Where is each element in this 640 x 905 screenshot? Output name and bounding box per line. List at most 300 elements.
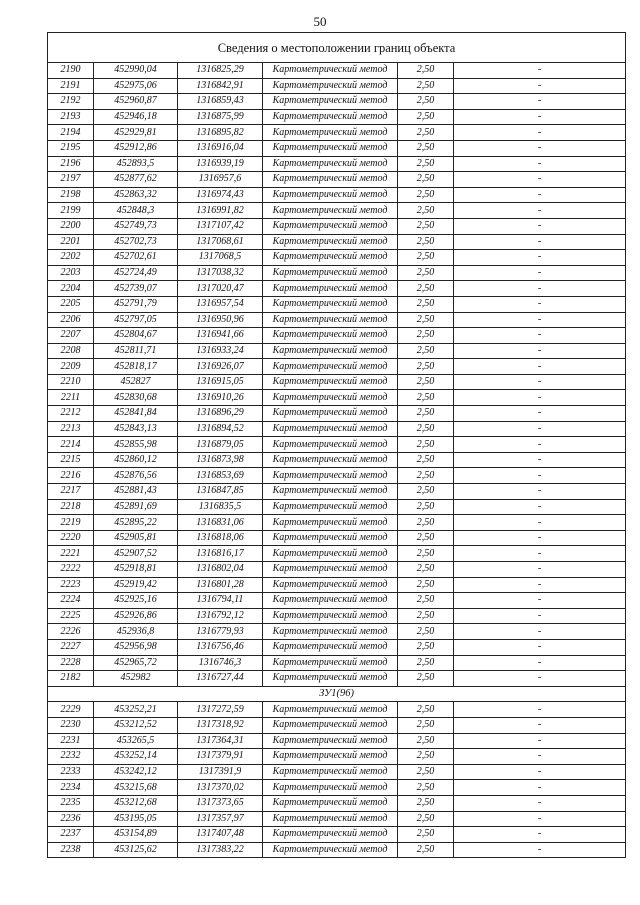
table-row: [48, 312, 626, 328]
table-row: [48, 374, 626, 390]
description-cell: -: [454, 811, 626, 827]
table-row: [48, 187, 626, 203]
table-row: [48, 203, 626, 219]
table-row: [48, 140, 626, 156]
accuracy-cell: 2,50: [398, 187, 454, 203]
y-coordinate-cell: 1316746,3: [178, 655, 263, 671]
x-coordinate-cell: 452749,73: [94, 218, 178, 234]
x-coordinate-cell: 453212,68: [94, 795, 178, 811]
accuracy-cell: 2,50: [398, 795, 454, 811]
description-cell: -: [454, 296, 626, 312]
x-coordinate-cell: 452919,42: [94, 577, 178, 593]
description-cell: -: [454, 421, 626, 437]
table-row: [48, 842, 626, 858]
table-row: [48, 655, 626, 671]
y-coordinate-cell: 1316926,07: [178, 359, 263, 375]
x-coordinate-cell: 452797,05: [94, 312, 178, 328]
x-coordinate-cell: 452905,81: [94, 530, 178, 546]
table-row: [48, 452, 626, 468]
method-cell: Картометрический метод: [263, 593, 398, 609]
description-cell: -: [454, 624, 626, 640]
x-coordinate-cell: 452702,61: [94, 250, 178, 266]
description-cell: -: [454, 468, 626, 484]
method-cell: Картометрический метод: [263, 702, 398, 718]
x-coordinate-cell: 452818,17: [94, 359, 178, 375]
y-coordinate-cell: 1317379,91: [178, 749, 263, 765]
point-number-cell: 2190: [48, 63, 94, 79]
description-cell: -: [454, 764, 626, 780]
x-coordinate-cell: 452946,18: [94, 109, 178, 125]
table-row: [48, 234, 626, 250]
table-row: [48, 530, 626, 546]
y-coordinate-cell: 1316853,69: [178, 468, 263, 484]
x-coordinate-cell: 452965,72: [94, 655, 178, 671]
accuracy-cell: 2,50: [398, 827, 454, 843]
method-cell: Картометрический метод: [263, 468, 398, 484]
description-cell: -: [454, 546, 626, 562]
description-cell: -: [454, 78, 626, 94]
point-number-cell: 2208: [48, 343, 94, 359]
table-row: [48, 406, 626, 422]
y-coordinate-cell: 1316879,05: [178, 437, 263, 453]
description-cell: -: [454, 795, 626, 811]
x-coordinate-cell: 453252,21: [94, 702, 178, 718]
description-cell: -: [454, 530, 626, 546]
point-number-cell: 2219: [48, 515, 94, 531]
point-number-cell: 2221: [48, 546, 94, 562]
accuracy-cell: 2,50: [398, 437, 454, 453]
description-cell: -: [454, 780, 626, 796]
accuracy-cell: 2,50: [398, 328, 454, 344]
x-coordinate-cell: 452830,68: [94, 390, 178, 406]
accuracy-cell: 2,50: [398, 265, 454, 281]
table-row: [48, 811, 626, 827]
description-cell: -: [454, 515, 626, 531]
description-cell: -: [454, 234, 626, 250]
method-cell: Картометрический метод: [263, 811, 398, 827]
accuracy-cell: 2,50: [398, 624, 454, 640]
method-cell: Картометрический метод: [263, 156, 398, 172]
x-coordinate-cell: 453242,12: [94, 764, 178, 780]
x-coordinate-cell: 452827: [94, 374, 178, 390]
point-number-cell: 2199: [48, 203, 94, 219]
accuracy-cell: 2,50: [398, 499, 454, 515]
y-coordinate-cell: 1317068,61: [178, 234, 263, 250]
accuracy-cell: 2,50: [398, 780, 454, 796]
description-cell: -: [454, 499, 626, 515]
description-cell: -: [454, 359, 626, 375]
accuracy-cell: 2,50: [398, 78, 454, 94]
method-cell: Картометрический метод: [263, 499, 398, 515]
method-cell: Картометрический метод: [263, 749, 398, 765]
x-coordinate-cell: 452804,67: [94, 328, 178, 344]
accuracy-cell: 2,50: [398, 359, 454, 375]
x-coordinate-cell: 453215,68: [94, 780, 178, 796]
method-cell: Картометрический метод: [263, 452, 398, 468]
description-cell: -: [454, 312, 626, 328]
y-coordinate-cell: 1317318,92: [178, 717, 263, 733]
method-cell: Картометрический метод: [263, 328, 398, 344]
accuracy-cell: 2,50: [398, 312, 454, 328]
point-number-cell: 2229: [48, 702, 94, 718]
method-cell: Картометрический метод: [263, 63, 398, 79]
table-row: [48, 78, 626, 94]
table-row: [48, 577, 626, 593]
point-number-cell: 2206: [48, 312, 94, 328]
point-number-cell: 2237: [48, 827, 94, 843]
point-number-cell: 2233: [48, 764, 94, 780]
point-number-cell: 2226: [48, 624, 94, 640]
description-cell: -: [454, 374, 626, 390]
method-cell: Картометрический метод: [263, 608, 398, 624]
table-row: [48, 94, 626, 110]
x-coordinate-cell: 452895,22: [94, 515, 178, 531]
method-cell: Картометрический метод: [263, 655, 398, 671]
table-row: [48, 733, 626, 749]
description-cell: -: [454, 655, 626, 671]
y-coordinate-cell: 1316896,29: [178, 406, 263, 422]
description-cell: -: [454, 203, 626, 219]
description-cell: -: [454, 749, 626, 765]
y-coordinate-cell: 1316933,24: [178, 343, 263, 359]
y-coordinate-cell: 1317038,32: [178, 265, 263, 281]
x-coordinate-cell: 452891,69: [94, 499, 178, 515]
point-number-cell: 2203: [48, 265, 94, 281]
y-coordinate-cell: 1316875,99: [178, 109, 263, 125]
point-number-cell: 2227: [48, 639, 94, 655]
x-coordinate-cell: 453195,05: [94, 811, 178, 827]
method-cell: Картометрический метод: [263, 94, 398, 110]
x-coordinate-cell: 452876,56: [94, 468, 178, 484]
accuracy-cell: 2,50: [398, 172, 454, 188]
accuracy-cell: 2,50: [398, 94, 454, 110]
method-cell: Картометрический метод: [263, 733, 398, 749]
y-coordinate-cell: 1316941,66: [178, 328, 263, 344]
accuracy-cell: 2,50: [398, 421, 454, 437]
method-cell: Картометрический метод: [263, 343, 398, 359]
point-number-cell: 2209: [48, 359, 94, 375]
table-row: [48, 515, 626, 531]
accuracy-cell: 2,50: [398, 733, 454, 749]
x-coordinate-cell: 452936,8: [94, 624, 178, 640]
accuracy-cell: 2,50: [398, 842, 454, 858]
x-coordinate-cell: 452702,73: [94, 234, 178, 250]
table-row: [48, 717, 626, 733]
method-cell: Картометрический метод: [263, 172, 398, 188]
x-coordinate-cell: 452975,06: [94, 78, 178, 94]
accuracy-cell: 2,50: [398, 655, 454, 671]
point-number-cell: 2197: [48, 172, 94, 188]
accuracy-cell: 2,50: [398, 764, 454, 780]
table-row: [48, 624, 626, 640]
point-number-cell: 2200: [48, 218, 94, 234]
point-number-cell: 2201: [48, 234, 94, 250]
accuracy-cell: 2,50: [398, 156, 454, 172]
x-coordinate-cell: 452860,12: [94, 452, 178, 468]
accuracy-cell: 2,50: [398, 484, 454, 500]
x-coordinate-cell: 452918,81: [94, 562, 178, 578]
method-cell: Картометрический метод: [263, 717, 398, 733]
table-row: [48, 390, 626, 406]
table-row: [48, 296, 626, 312]
accuracy-cell: 2,50: [398, 515, 454, 531]
table-row: [48, 499, 626, 515]
description-cell: -: [454, 172, 626, 188]
description-cell: -: [454, 639, 626, 655]
method-cell: Картометрический метод: [263, 140, 398, 156]
y-coordinate-cell: 1316910,26: [178, 390, 263, 406]
x-coordinate-cell: 452739,07: [94, 281, 178, 297]
table-row: [48, 265, 626, 281]
y-coordinate-cell: 1316974,43: [178, 187, 263, 203]
x-coordinate-cell: 452956,98: [94, 639, 178, 655]
section-label: ЗУ1(96): [48, 686, 626, 702]
accuracy-cell: 2,50: [398, 250, 454, 266]
table-row: [48, 125, 626, 141]
y-coordinate-cell: 1316792,12: [178, 608, 263, 624]
point-number-cell: 2230: [48, 717, 94, 733]
y-coordinate-cell: 1316895,82: [178, 125, 263, 141]
method-cell: Картометрический метод: [263, 624, 398, 640]
point-number-cell: 2215: [48, 452, 94, 468]
y-coordinate-cell: 1317068,5: [178, 250, 263, 266]
description-cell: -: [454, 562, 626, 578]
y-coordinate-cell: 1317272,59: [178, 702, 263, 718]
point-number-cell: 2202: [48, 250, 94, 266]
accuracy-cell: 2,50: [398, 109, 454, 125]
point-number-cell: 2216: [48, 468, 94, 484]
point-number-cell: 2220: [48, 530, 94, 546]
point-number-cell: 2231: [48, 733, 94, 749]
table-row: [48, 593, 626, 609]
y-coordinate-cell: 1317364,31: [178, 733, 263, 749]
y-coordinate-cell: 1316794,11: [178, 593, 263, 609]
method-cell: Картометрический метод: [263, 639, 398, 655]
y-coordinate-cell: 1316802,04: [178, 562, 263, 578]
table-row: [48, 218, 626, 234]
y-coordinate-cell: 1316831,06: [178, 515, 263, 531]
method-cell: Картометрический метод: [263, 764, 398, 780]
x-coordinate-cell: 452848,3: [94, 203, 178, 219]
description-cell: -: [454, 484, 626, 500]
table-row: [48, 109, 626, 125]
point-number-cell: 2204: [48, 281, 94, 297]
description-cell: -: [454, 109, 626, 125]
description-cell: -: [454, 63, 626, 79]
x-coordinate-cell: 453265,5: [94, 733, 178, 749]
description-cell: -: [454, 593, 626, 609]
table-row: [48, 484, 626, 500]
point-number-cell: 2210: [48, 374, 94, 390]
point-number-cell: 2211: [48, 390, 94, 406]
method-cell: Картометрический метод: [263, 296, 398, 312]
accuracy-cell: 2,50: [398, 452, 454, 468]
description-cell: -: [454, 406, 626, 422]
table-row: [48, 546, 626, 562]
description-cell: -: [454, 265, 626, 281]
x-coordinate-cell: 452912,86: [94, 140, 178, 156]
accuracy-cell: 2,50: [398, 671, 454, 687]
y-coordinate-cell: 1316991,82: [178, 203, 263, 219]
x-coordinate-cell: 452925,16: [94, 593, 178, 609]
accuracy-cell: 2,50: [398, 296, 454, 312]
x-coordinate-cell: 452990,04: [94, 63, 178, 79]
y-coordinate-cell: 1317373,65: [178, 795, 263, 811]
description-cell: -: [454, 125, 626, 141]
y-coordinate-cell: 1316825,29: [178, 63, 263, 79]
accuracy-cell: 2,50: [398, 608, 454, 624]
method-cell: Картометрический метод: [263, 109, 398, 125]
accuracy-cell: 2,50: [398, 717, 454, 733]
description-cell: -: [454, 281, 626, 297]
y-coordinate-cell: 1316835,5: [178, 499, 263, 515]
description-cell: -: [454, 140, 626, 156]
table-title: Сведения о местоположении границ объекта: [48, 33, 626, 63]
method-cell: Картометрический метод: [263, 421, 398, 437]
y-coordinate-cell: 1316915,05: [178, 374, 263, 390]
y-coordinate-cell: 1316756,46: [178, 639, 263, 655]
y-coordinate-cell: 1317383,22: [178, 842, 263, 858]
y-coordinate-cell: 1317020,47: [178, 281, 263, 297]
table-row: [48, 156, 626, 172]
accuracy-cell: 2,50: [398, 281, 454, 297]
method-cell: Картометрический метод: [263, 265, 398, 281]
x-coordinate-cell: 453125,62: [94, 842, 178, 858]
y-coordinate-cell: 1317357,97: [178, 811, 263, 827]
y-coordinate-cell: 1316957,6: [178, 172, 263, 188]
x-coordinate-cell: 452907,52: [94, 546, 178, 562]
description-cell: -: [454, 842, 626, 858]
table-row: [48, 702, 626, 718]
point-number-cell: 2228: [48, 655, 94, 671]
table-row: [48, 343, 626, 359]
x-coordinate-cell: 452843,13: [94, 421, 178, 437]
method-cell: Картометрический метод: [263, 406, 398, 422]
x-coordinate-cell: 453212,52: [94, 717, 178, 733]
description-cell: -: [454, 437, 626, 453]
method-cell: Картометрический метод: [263, 203, 398, 219]
point-number-cell: 2205: [48, 296, 94, 312]
y-coordinate-cell: 1316939,19: [178, 156, 263, 172]
description-cell: -: [454, 250, 626, 266]
x-coordinate-cell: 453154,89: [94, 827, 178, 843]
point-number-cell: 2236: [48, 811, 94, 827]
accuracy-cell: 2,50: [398, 63, 454, 79]
x-coordinate-cell: 452982: [94, 671, 178, 687]
accuracy-cell: 2,50: [398, 125, 454, 141]
description-cell: -: [454, 827, 626, 843]
table-row: [48, 795, 626, 811]
boundary-coordinates-table: [47, 32, 626, 858]
accuracy-cell: 2,50: [398, 562, 454, 578]
x-coordinate-cell: 452841,84: [94, 406, 178, 422]
accuracy-cell: 2,50: [398, 749, 454, 765]
description-cell: -: [454, 452, 626, 468]
accuracy-cell: 2,50: [398, 811, 454, 827]
y-coordinate-cell: 1316816,17: [178, 546, 263, 562]
description-cell: -: [454, 702, 626, 718]
y-coordinate-cell: 1317407,48: [178, 827, 263, 843]
method-cell: Картометрический метод: [263, 530, 398, 546]
y-coordinate-cell: 1316779,93: [178, 624, 263, 640]
table-row: [48, 562, 626, 578]
y-coordinate-cell: 1316950,96: [178, 312, 263, 328]
table-row: [48, 639, 626, 655]
y-coordinate-cell: 1316801,28: [178, 577, 263, 593]
table-row: [48, 780, 626, 796]
description-cell: -: [454, 608, 626, 624]
method-cell: Картометрический метод: [263, 281, 398, 297]
method-cell: Картометрический метод: [263, 484, 398, 500]
method-cell: Картометрический метод: [263, 780, 398, 796]
method-cell: Картометрический метод: [263, 374, 398, 390]
accuracy-cell: 2,50: [398, 374, 454, 390]
y-coordinate-cell: 1316873,98: [178, 452, 263, 468]
accuracy-cell: 2,50: [398, 234, 454, 250]
x-coordinate-cell: 452855,98: [94, 437, 178, 453]
description-cell: -: [454, 733, 626, 749]
point-number-cell: 2193: [48, 109, 94, 125]
y-coordinate-cell: 1317391,9: [178, 764, 263, 780]
point-number-cell: 2238: [48, 842, 94, 858]
method-cell: Картометрический метод: [263, 562, 398, 578]
x-coordinate-cell: 452724,49: [94, 265, 178, 281]
table-row: [48, 359, 626, 375]
point-number-cell: 2198: [48, 187, 94, 203]
x-coordinate-cell: 452863,32: [94, 187, 178, 203]
x-coordinate-cell: 452960,87: [94, 94, 178, 110]
y-coordinate-cell: 1316818,06: [178, 530, 263, 546]
point-number-cell: 2218: [48, 499, 94, 515]
accuracy-cell: 2,50: [398, 702, 454, 718]
description-cell: -: [454, 343, 626, 359]
table-row: [48, 63, 626, 79]
method-cell: Картометрический метод: [263, 390, 398, 406]
table-title-row: [48, 33, 626, 63]
point-number-cell: 2224: [48, 593, 94, 609]
point-number-cell: 2212: [48, 406, 94, 422]
x-coordinate-cell: 453252,14: [94, 749, 178, 765]
point-number-cell: 2222: [48, 562, 94, 578]
method-cell: Картометрический метод: [263, 795, 398, 811]
accuracy-cell: 2,50: [398, 406, 454, 422]
point-number-cell: 2214: [48, 437, 94, 453]
method-cell: Картометрический метод: [263, 234, 398, 250]
method-cell: Картометрический метод: [263, 671, 398, 687]
table-row: [48, 608, 626, 624]
point-number-cell: 2223: [48, 577, 94, 593]
description-cell: -: [454, 390, 626, 406]
method-cell: Картометрический метод: [263, 125, 398, 141]
description-cell: -: [454, 94, 626, 110]
method-cell: Картометрический метод: [263, 577, 398, 593]
description-cell: -: [454, 218, 626, 234]
y-coordinate-cell: 1316847,85: [178, 484, 263, 500]
point-number-cell: 2195: [48, 140, 94, 156]
point-number-cell: 2232: [48, 749, 94, 765]
method-cell: Картометрический метод: [263, 359, 398, 375]
table-row: [48, 671, 626, 687]
description-cell: -: [454, 671, 626, 687]
x-coordinate-cell: 452877,62: [94, 172, 178, 188]
x-coordinate-cell: 452929,81: [94, 125, 178, 141]
method-cell: Картометрический метод: [263, 515, 398, 531]
table-row: [48, 827, 626, 843]
accuracy-cell: 2,50: [398, 203, 454, 219]
y-coordinate-cell: 1316842,91: [178, 78, 263, 94]
page-number: 50: [313, 14, 327, 29]
accuracy-cell: 2,50: [398, 140, 454, 156]
